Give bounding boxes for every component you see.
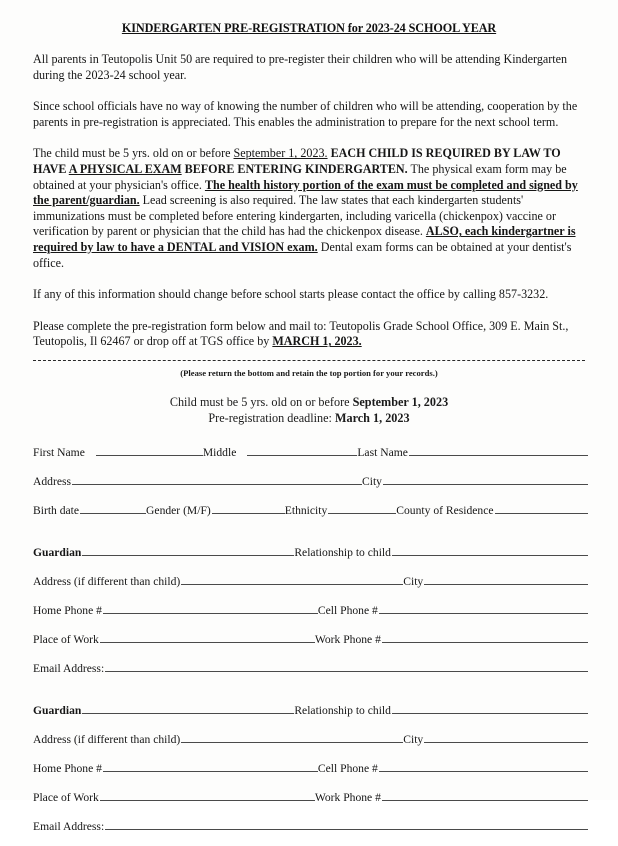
deadline-age-lead: Child must be 5 yrs. old on or before [169, 394, 353, 409]
requirements-lead-text: The child must be 5 yrs. old on or before [33, 146, 234, 161]
deadline-registration-line [0, 410, 618, 426]
document-body [0, 36, 618, 350]
september-date-underlined: September 1, 2023. [233, 146, 328, 161]
form-row-guardian2-phones [33, 759, 588, 788]
page-title: KINDERGARTEN PRE-REGISTRATION for 2023-24 SCHOOL YEAR [121, 21, 497, 35]
guardian1-work-phone-input[interactable] [382, 630, 588, 643]
guardian1-home-phone-input[interactable] [103, 601, 318, 614]
form-row-child-address [33, 472, 588, 501]
first-name-input[interactable] [96, 443, 203, 456]
before-entering-kindergarten-bold: BEFORE ENTERING KINDERGARTEN. [181, 161, 408, 176]
guardian1-address-input[interactable] [181, 572, 403, 585]
paragraph-intro-text: All parents in Teutopolis Unit 50 are required to pre-register their children who will be attending Kindergarten during the 2023-24 school year. [33, 52, 568, 82]
address-label: Address [33, 474, 71, 488]
guardian1-home-phone-label: Home Phone # [33, 603, 102, 617]
address-input[interactable] [72, 472, 362, 485]
deadline-age-line [0, 394, 618, 410]
form-row-guardian2-address [33, 730, 588, 759]
march-deadline-emphasis: MARCH 1, 2023. [272, 334, 362, 349]
guardian1-address-label: Address (if different than child) [33, 574, 181, 588]
physical-exam-form-text: The physical exam form may be obtained at your physician's office. [33, 161, 567, 192]
guardian1-city-input[interactable] [424, 572, 588, 585]
guardian1-city-label: City [403, 574, 424, 588]
guardian1-name-input[interactable] [82, 543, 294, 556]
guardian2-home-phone-input[interactable] [103, 759, 318, 772]
guardian2-city-input[interactable] [424, 730, 588, 743]
guardian1-place-of-work-label: Place of Work [33, 632, 99, 646]
guardian2-cell-phone-input[interactable] [379, 759, 588, 772]
guardian2-label: Guardian [33, 703, 82, 717]
paragraph-cooperation [33, 99, 585, 130]
office-phone-number: 857-3232. [498, 287, 549, 302]
guardian2-name-input[interactable] [82, 701, 294, 714]
middle-name-label: Middle [202, 445, 237, 459]
guardian1-relationship-label: Relationship to child [294, 545, 391, 559]
guardian2-address-label: Address (if different than child) [33, 732, 181, 746]
deadline-age-date: September 1, 2023 [352, 394, 449, 409]
guardian1-cell-phone-input[interactable] [379, 601, 588, 614]
form-row-guardian2-work [33, 788, 588, 817]
last-name-input[interactable] [409, 443, 588, 456]
deadline-summary [0, 394, 618, 426]
paragraph-cooperation-text: Since school officials have no way of knowing the number of children who will be attending, cooperation by the parents in pre-registration is appreciated. This enables the administration to prepare for the next school term. [33, 99, 578, 129]
guardian2-email-input[interactable] [105, 817, 588, 830]
county-label: County of Residence [396, 503, 494, 517]
form-row-child-demographics [33, 501, 588, 530]
dental-forms-text: Dental exam forms can be obtained at your dentist's office. [33, 239, 572, 270]
each-child-required-bold: EACH CHILD IS REQUIRED BY LAW TO HAVE [33, 146, 561, 176]
guardian2-place-of-work-input[interactable] [100, 788, 315, 801]
tear-off-divider [33, 360, 585, 361]
guardian2-place-of-work-label: Place of Work [33, 790, 99, 804]
city-input[interactable] [383, 472, 588, 485]
guardian2-work-phone-label: Work Phone # [314, 790, 381, 804]
retain-portion-note: (Please return the bottom and retain the top portion for your records.) [180, 367, 438, 378]
health-history-emphasis: The health history portion of the exam must be completed and signed by the parent/guardian. [33, 177, 578, 208]
ethnicity-input[interactable] [328, 501, 396, 514]
middle-name-input[interactable] [247, 443, 357, 456]
city-label: City [362, 474, 382, 488]
first-name-label: First Name [33, 445, 85, 459]
guardian2-cell-phone-label: Cell Phone # [317, 761, 378, 775]
form-row-guardian1-name [33, 543, 588, 572]
ethnicity-label: Ethnicity [284, 503, 328, 517]
birth-date-input[interactable] [80, 501, 146, 514]
paragraph-contact [33, 287, 585, 303]
guardian1-cell-phone-label: Cell Phone # [317, 603, 378, 617]
county-input[interactable] [495, 501, 588, 514]
gender-label: Gender (M/F) [146, 503, 211, 517]
immunizations-text: Lead screening is also required. The law states that each kindergarten students' immunizations must be completed before entering kindergarten, including varicella (chickenpox) vaccine or verification by parent or physician that the child has had the chickenpox disease. [33, 193, 556, 239]
form-row-guardian2-name [33, 701, 588, 730]
form-row-guardian1-work [33, 630, 588, 659]
birth-date-label: Birth date [33, 503, 80, 517]
deadline-registration-lead: Pre-registration deadline: [208, 410, 335, 425]
physical-exam-emphasis: A PHYSICAL EXAM [68, 161, 182, 176]
guardian2-address-input[interactable] [181, 730, 403, 743]
form-row-guardian1-email [33, 659, 588, 688]
guardian1-place-of-work-input[interactable] [100, 630, 315, 643]
guardian2-home-phone-label: Home Phone # [33, 761, 102, 775]
guardian1-email-input[interactable] [105, 659, 588, 672]
mailing-lead-text: Please complete the pre-registration form below and mail to: Teutopolis Grade School Office, 309 E. Main St., Teutopolis, Il 62467 or drop off at TGS office by [33, 318, 569, 349]
paragraph-requirements [33, 146, 585, 271]
form-row-child-name [33, 443, 588, 472]
form-row-guardian1-phones [33, 601, 588, 630]
guardian2-email-label: Email Address: [33, 819, 105, 833]
guardian1-relationship-input[interactable] [392, 543, 588, 556]
gender-input[interactable] [212, 501, 285, 514]
dental-vision-emphasis: ALSO, each kindergartner is required by law to have a DENTAL and VISION exam. [33, 224, 576, 254]
form-row-guardian2-email [33, 817, 588, 846]
guardian2-city-label: City [403, 732, 424, 746]
form-row-guardian1-address [33, 572, 588, 601]
contact-lead-text: If any of this information should change before school starts please contact the office by calling [33, 287, 499, 302]
guardian1-email-label: Email Address: [33, 661, 105, 675]
paragraph-mailing [33, 319, 585, 350]
guardian2-relationship-input[interactable] [392, 701, 588, 714]
pre-registration-form [0, 443, 618, 846]
guardian1-work-phone-label: Work Phone # [314, 632, 381, 646]
last-name-label: Last Name [357, 445, 408, 459]
guardian2-relationship-label: Relationship to child [294, 703, 391, 717]
paragraph-intro [33, 52, 585, 83]
guardian2-work-phone-input[interactable] [382, 788, 588, 801]
deadline-registration-date: March 1, 2023 [334, 410, 410, 425]
guardian1-label: Guardian [33, 545, 82, 559]
